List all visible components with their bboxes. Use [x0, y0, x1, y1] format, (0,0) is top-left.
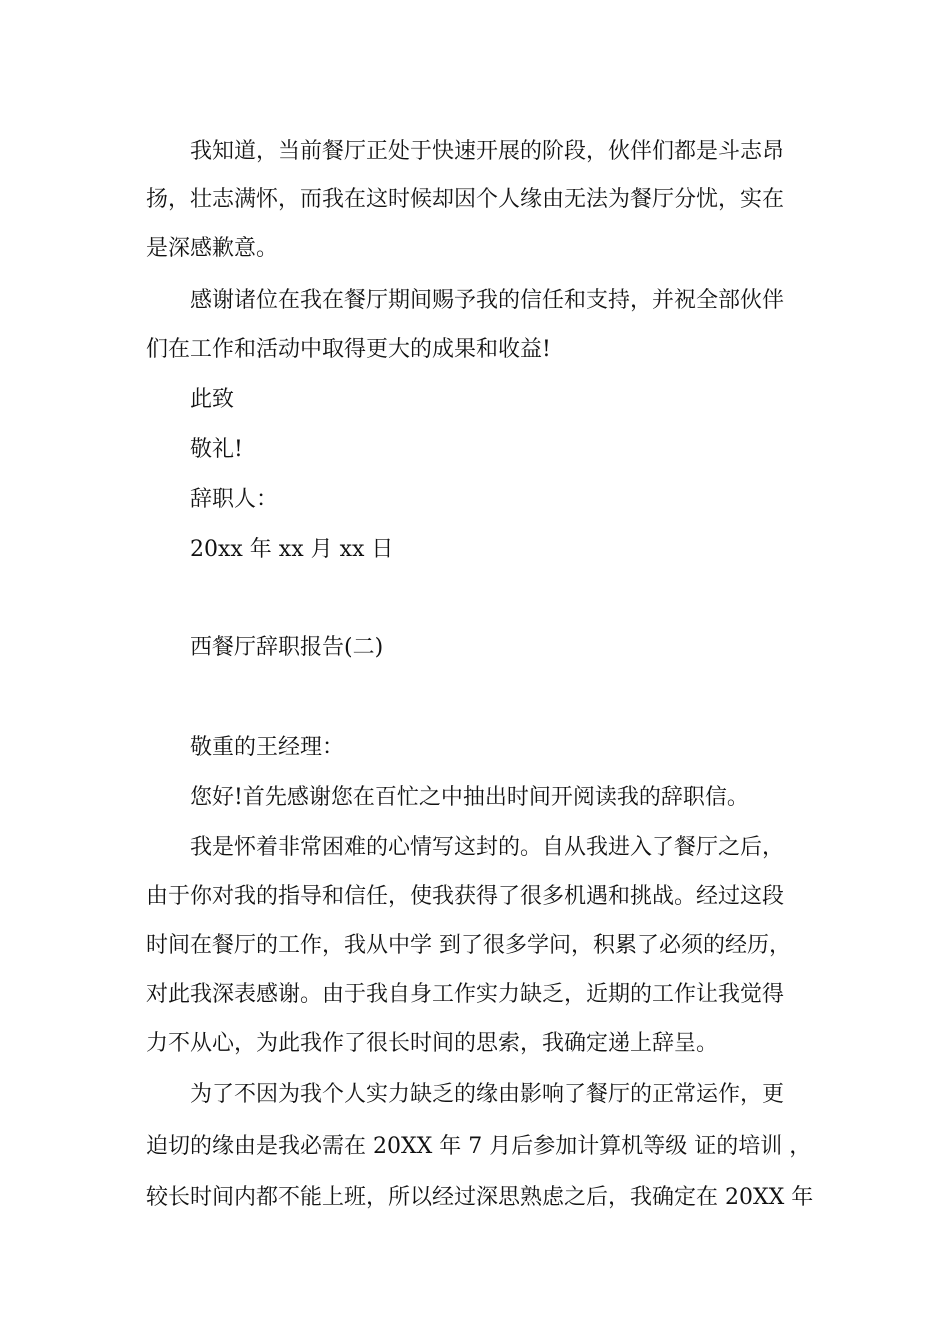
paragraph-1-line-2: 扬，壮志满怀，而我在这时候却因个人缘由无法为餐厅分忧，实在	[146, 187, 785, 212]
signer-label: 辞职人：	[190, 487, 279, 512]
greeting: 您好!首先感谢您在百忙之中抽出时间开阅读我的辞职信。	[190, 785, 749, 810]
paragraph-4-line-2: 迫切的缘由是我必需在 20XX 年 7 月后参加计算机等级 证的培训 ，	[146, 1134, 812, 1159]
paragraph-3-line-1: 我是怀着非常困难的心情写这封的。自从我进入了餐厅之后，	[190, 835, 785, 860]
paragraph-3-line-5: 力不从心，为此我作了很长时间的思索，我确定递上辞呈。	[146, 1031, 719, 1056]
paragraph-3-line-4: 对此我深表感谢。由于我自身工作实力缺乏，近期的工作让我觉得	[146, 982, 785, 1007]
salutation: 敬重的王经理：	[190, 735, 345, 760]
paragraph-4-line-1: 为了不因为我个人实力缺乏的缘由影响了餐厅的正常运作，更	[190, 1082, 785, 1107]
section-title: 西餐厅辞职报告(二)	[190, 635, 384, 660]
paragraph-2-line-2: 们在工作和活动中取得更大的成果和收益!	[146, 337, 551, 362]
paragraph-3-line-3: 时间在餐厅的工作，我从中学 到了很多学问，积累了必须的经历，	[146, 933, 791, 958]
paragraph-3-line-2: 由于你对我的指导和信任，使我获得了很多机遇和挑战。经过这段	[146, 884, 785, 909]
paragraph-1-line-1: 我知道，当前餐厅正处于快速开展的阶段，伙伴们都是斗志昂	[190, 139, 785, 164]
closing-jingli: 敬礼!	[190, 437, 243, 462]
paragraph-1-line-3: 是深感歉意。	[146, 236, 279, 261]
date-line: 20xx 年 xx 月 xx 日	[190, 537, 394, 562]
paragraph-4-line-3: 较长时间内都不能上班，所以经过深思熟虑之后，我确定在 20XX 年	[146, 1185, 814, 1210]
paragraph-2-line-1: 感谢诸位在我在餐厅期间赐予我的信任和支持，并祝全部伙伴	[190, 288, 785, 313]
closing-cizhi: 此致	[190, 387, 235, 412]
